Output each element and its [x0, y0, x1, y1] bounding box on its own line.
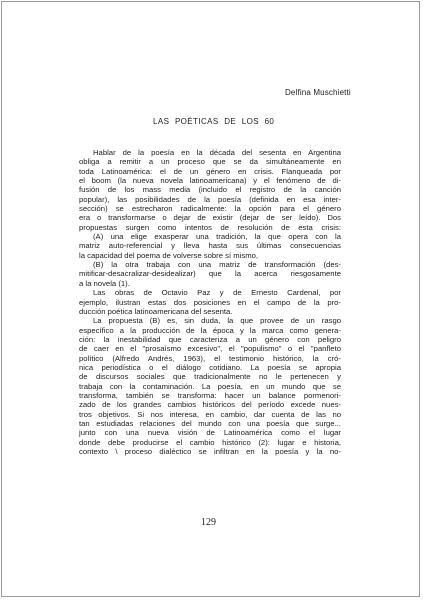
- page-title-text: LAS POÉTICAS DE LOS 60: [153, 117, 275, 126]
- body-line: Hablar de la poesía en la década del sesenta en Argentina: [93, 148, 341, 157]
- body-line: específico a la producción de la época y la marca como genera-: [79, 325, 341, 335]
- body-line: obliga a remitir a un proceso que se da simultáneamente en: [79, 157, 341, 167]
- body-line: tan estudiadas relaciones del mundo con una poesía que surge...: [79, 418, 341, 428]
- body-line: nica periodística o el diálogo cotidiano. La poesía se apropia: [79, 362, 341, 372]
- body-line: junto con una nueva visión de Latinoamérica como el lugar: [79, 428, 341, 438]
- body-line: el boom (la nueva novela latinoamericana) y el fenómeno de di-: [79, 176, 341, 186]
- page-number: 129: [201, 517, 216, 528]
- body-line: ción: la inestabilidad que caracteriza a un género con peligro: [79, 334, 341, 344]
- body-line: (B) la otra trabaja con una matriz de transformación (des-: [93, 260, 341, 270]
- body-line: tros objetivos. Si nos interesa, en cambio, dar cuenta de las no: [79, 409, 341, 419]
- body-line: donde debe producirse el cambio histórico (2): lugar e historia,: [79, 437, 341, 447]
- body-line: propuestas surgen como intentos de resolución de esta crisis:: [79, 222, 341, 232]
- body-line: a la novela (1).: [79, 278, 130, 288]
- body-line: la capacidad del poema de volverse sobre sí mismo,: [79, 250, 259, 260]
- body-line: ejemplo, ilustran estas dos posiciones en el campo de la pro-: [79, 297, 341, 307]
- body-line: contexto \ proceso dialéctico se infiltran en la poesía y la no-: [79, 447, 341, 456]
- body-line: era o transformarse o dejar de existir (dejar de ser leído). Dos: [79, 213, 341, 223]
- body-line: (A) una elige exasperar una tradición, la que opera con la: [93, 232, 341, 242]
- body-line: La propuesta (B) es, sin duda, la que provee de un rasgo: [93, 316, 341, 326]
- body-line: sección) se estrecharon radicalmente: la opción para el género: [79, 204, 341, 214]
- body-line: transforma, también se transforma: hacer un balance pormenori-: [79, 390, 341, 400]
- body-line: toda Latinoamérica: el de un género en crisis. Flanqueada por: [79, 166, 341, 176]
- body-line: ducción poética latinoamericana del sesenta.: [79, 306, 233, 316]
- document-page: [1, 1, 420, 597]
- body-line: de caer en el "prosaísmo excesivo", el "populismo" o el "panfleto: [79, 344, 341, 354]
- body-line: mitificar-desacralizar-desidealizar) que la acerca riesgosamente: [79, 269, 341, 279]
- body-line: fusión de los mass media (incluido el registro de la canción: [79, 185, 341, 195]
- body-line: zado de los grandes cambios históricos del período excede nues-: [79, 400, 341, 410]
- body-text: [79, 148, 341, 456]
- body-line: Las obras de Octavio Paz y de Ernesto Cardenal, por: [93, 288, 341, 298]
- body-line: popular), las posibilidades de la poesía (definida en esa inter-: [79, 194, 341, 204]
- body-line: de discursos sociales que tradicionalmente no le pertenecen y: [79, 372, 341, 382]
- page-title: [153, 117, 274, 126]
- author-name: Delfina Muschietti: [285, 88, 351, 97]
- body-line: político (Alfredo Andrés, 1963), el testimonio histórico, la cró-: [79, 353, 341, 363]
- body-line: trabaja con la contaminación. La poesía, en un mundo que se: [79, 381, 341, 391]
- body-line: matriz auto-referencial y lleva hasta sus últimas consecuencias: [79, 241, 341, 251]
